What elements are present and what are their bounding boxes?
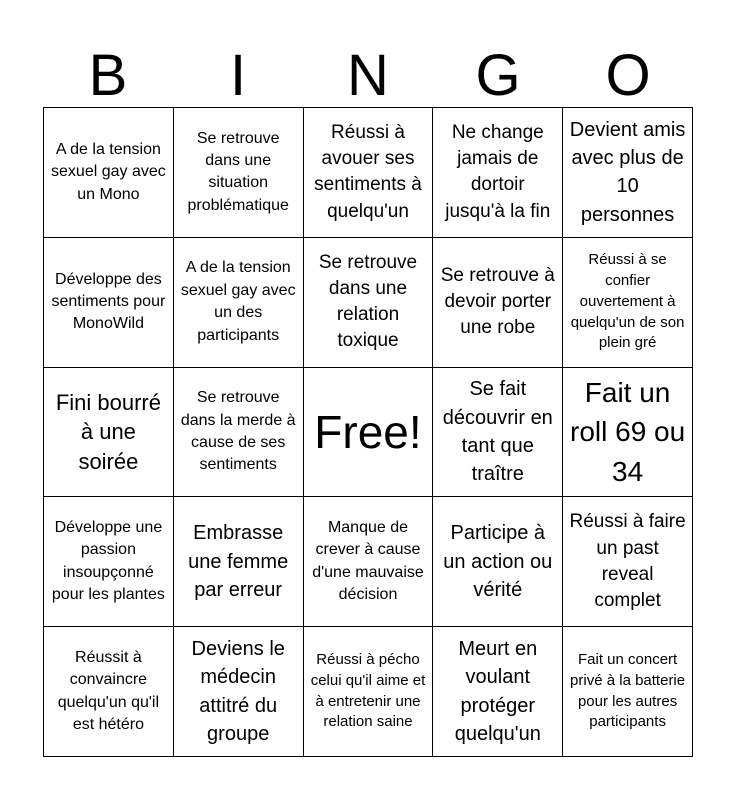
cell-text: Réussi à faire un past reveal complet [569,511,686,611]
bingo-cell-r4-c3[interactable] [304,497,434,627]
cell-text: A de la tension sexuel gay avec un des participants [180,259,296,344]
bingo-cell-free[interactable] [304,368,434,498]
cell-text: Manque de crever à cause d'une mauvaise décision [312,519,424,604]
cell-text: Ne change jamais de dortoir jusqu'à la fin [445,121,551,222]
bingo-cell-r3-c5[interactable] [563,368,693,498]
cell-text: Se retrouve dans la merde à cause de ses sentiments [180,389,296,474]
bingo-header [43,44,693,108]
bingo-cell-r5-c2[interactable] [174,627,304,757]
bingo-cell-r5-c3[interactable] [304,627,434,757]
bingo-cell-r5-c5[interactable] [563,627,693,757]
header-letter-b: B [88,43,128,108]
bingo-cell-r4-c2[interactable] [174,497,304,627]
bingo-cell-r4-c5[interactable] [563,497,693,627]
cell-text: Embrasse une femme par erreur [188,522,289,601]
bingo-cell-r3-c2[interactable] [174,368,304,498]
cell-text: Réussi à pécho celui qu'il aime et à entretenir une relation saine [310,651,426,731]
bingo-cell-r4-c1[interactable] [44,497,174,627]
free-space-label: Free! [314,405,422,458]
cell-text: Réussi à avouer ses sentiments à quelqu'un [314,121,422,222]
cell-text: Se fait découvrir en tant que traître [442,378,553,486]
header-letter-o: O [605,43,651,108]
cell-text: Meurt en voulant protéger quelqu'un [454,637,541,745]
bingo-cell-r4-c4[interactable] [433,497,563,627]
cell-text: Développe des sentiments pour MonoWild [51,270,166,333]
bingo-grid [43,107,693,757]
bingo-cell-r1-c3[interactable] [304,108,434,238]
bingo-cell-r1-c1[interactable] [44,108,174,238]
bingo-cell-r2-c1[interactable] [44,238,174,368]
cell-text: Se retrouve dans une relation toxique [318,251,418,352]
header-letter-i: I [229,43,247,108]
cell-text: Fini bourré à une soirée [55,390,161,474]
bingo-cell-r2-c2[interactable] [174,238,304,368]
bingo-cell-r2-c3[interactable] [304,238,434,368]
bingo-cell-r1-c4[interactable] [433,108,563,238]
cell-text: Réussit à convaincre quelqu'un qu'il est hétéro [57,648,160,733]
bingo-cell-r2-c5[interactable] [563,238,693,368]
cell-text: Fait un roll 69 ou 34 [570,377,686,487]
cell-text: Se retrouve dans une situation problématique [187,129,289,214]
bingo-cell-r1-c5[interactable] [563,108,693,238]
bingo-cell-r3-c4[interactable] [433,368,563,498]
bingo-cell-r1-c2[interactable] [174,108,304,238]
header-letter-n: N [347,43,389,108]
cell-text: A de la tension sexuel gay avec un Mono [51,140,166,203]
cell-text: Développe une passion insoupçonné pour les plantes [51,519,165,604]
bingo-cell-r5-c4[interactable] [433,627,563,757]
cell-text: Devient amis avec plus de 10 personnes [569,118,686,226]
bingo-cell-r5-c1[interactable] [44,627,174,757]
bingo-cell-r2-c4[interactable] [433,238,563,368]
cell-text: Deviens le médecin attitré du groupe [191,637,285,745]
cell-text: Fait un concert privé à la batterie pour les autres participants [570,651,686,731]
cell-text: Réussi à se confier ouvertement à quelqu'un de son plein gré [570,251,685,352]
cell-text: Participe à un action ou vérité [443,522,553,601]
cell-text: Se retrouve à devoir porter une robe [440,264,555,339]
header-letter-g: G [475,43,521,108]
bingo-cell-r3-c1[interactable] [44,368,174,498]
